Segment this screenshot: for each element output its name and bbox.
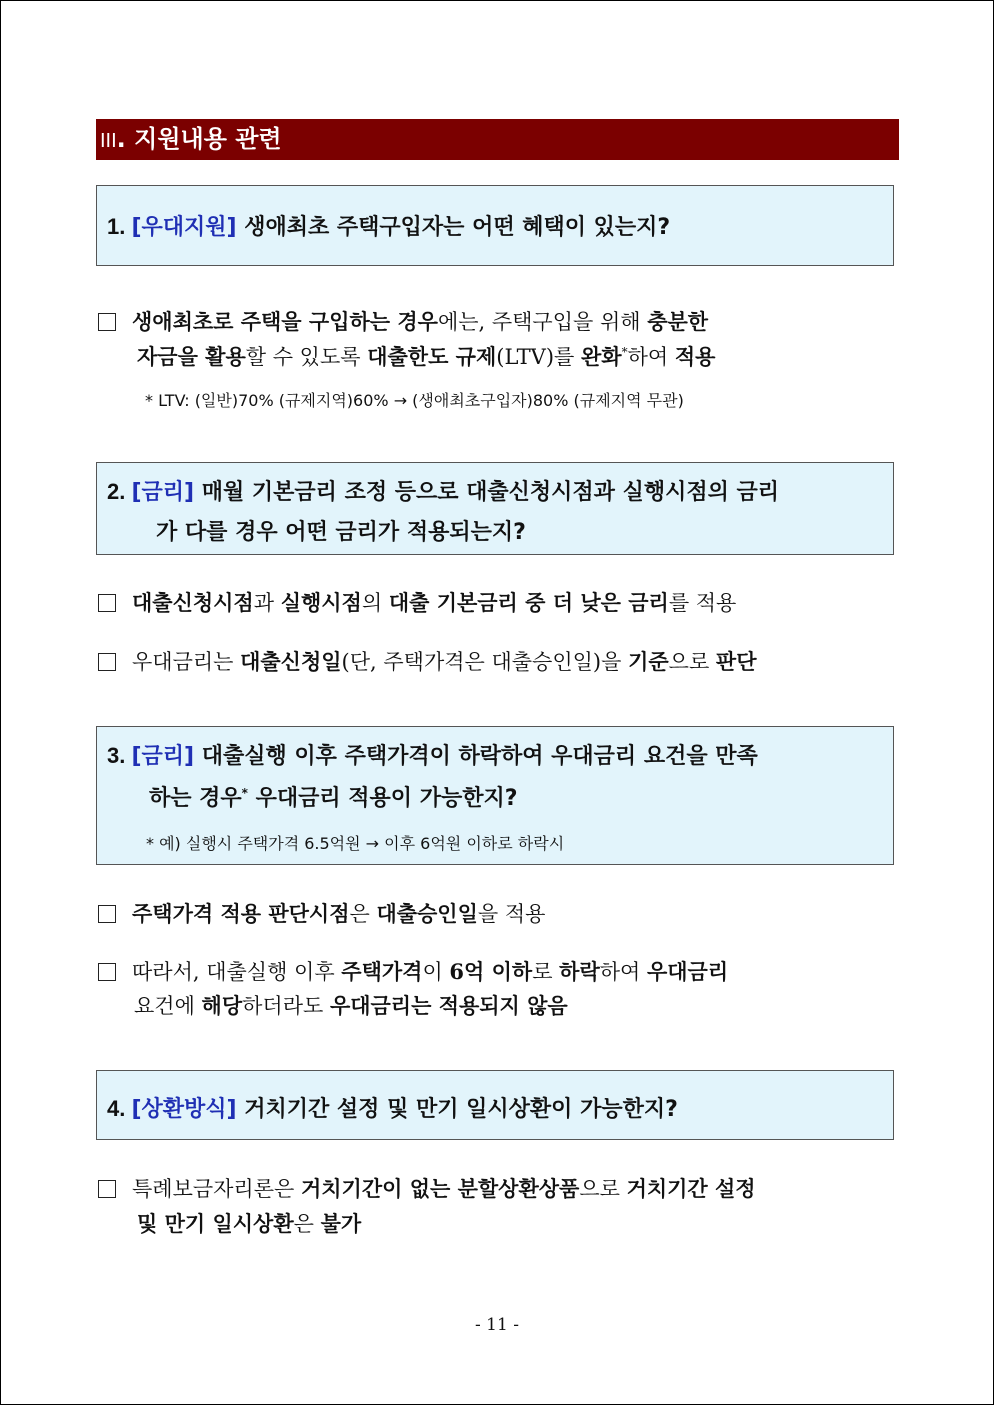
answer-3-text: 하여 (599, 960, 647, 984)
answer-3-item-2-line-2 (134, 990, 568, 1020)
checkbox-icon (98, 905, 116, 923)
question-2-text-line-2: 가 다를 경우 어떤 금리가 적용되는지? (156, 520, 526, 545)
answer-3-emphasis: 해당 (201, 993, 243, 1018)
answer-3-item-2-line-1 (98, 956, 728, 986)
question-box-3 (96, 726, 894, 865)
answer-3-text: 따라서, 대출실행 이후 (132, 960, 342, 984)
answer-1-emphasis: 충분한 (647, 309, 709, 334)
answer-2-emphasis: 대출신청시점 (132, 590, 254, 615)
answer-3-emphasis: 6억 이하 (449, 959, 533, 984)
answer-1-emphasis: 완화 (581, 344, 622, 369)
question-3-text-line-2 (149, 781, 517, 812)
question-2-text-line-1 (107, 475, 779, 506)
question-1-tag: [우대지원] (131, 215, 237, 240)
answer-3-text: 이 (422, 960, 450, 984)
question-4-text (107, 1092, 678, 1123)
question-1-number: 1. (107, 214, 132, 239)
answer-4-text: 특례보금자리론은 (132, 1177, 301, 1201)
answer-3-emphasis: 하락 (559, 959, 600, 984)
answer-3-item-1 (98, 898, 545, 928)
question-3-footnote: * 예) 실행시 주택가격 6.5억원 → 이후 6억원 이하로 하락시 (146, 834, 565, 853)
question-3-body: 대출실행 이후 주택가격이 하락하여 우대금리 요건을 만족 (194, 744, 758, 769)
answer-2-text: 를 적용 (668, 591, 737, 615)
answer-2-text: 과 (253, 591, 281, 615)
question-3-text-line-1 (107, 739, 758, 770)
answer-2-item-1 (98, 587, 736, 617)
answer-4-line-1 (98, 1173, 756, 1203)
section-roman-numeral: III (100, 130, 117, 152)
question-4-body: 거치기간 설정 및 만기 일시상환이 가능한지? (236, 1097, 678, 1122)
footnote-marker: * (621, 345, 628, 359)
answer-4-text: 으로 (579, 1177, 627, 1201)
answer-4-emphasis: 및 만기 일시상환 (137, 1211, 294, 1236)
answer-3-text: 을 적용 (477, 902, 546, 926)
answer-2-emphasis: 실행시점 (280, 590, 362, 615)
answer-3-emphasis: 주택가격 적용 판단시점 (132, 901, 350, 926)
answer-3-text: 하더라도 (242, 994, 330, 1018)
answer-1-emphasis: 자금을 활용 (137, 344, 246, 369)
section-title: . 지원내용 관련 (116, 125, 282, 153)
answer-2-text: 으로 (668, 650, 716, 674)
answer-1-emphasis: 생애최초로 주택을 구입하는 경우 (132, 309, 438, 334)
answer-3-emphasis: 주택가격 (341, 959, 423, 984)
question-1-body: 생애최초 주택구입자는 어떤 혜택이 있는지? (236, 215, 671, 240)
checkbox-icon (98, 963, 116, 981)
answer-4-emphasis: 거치기간이 없는 분할상환상품 (300, 1176, 580, 1201)
answer-3-emphasis: 우대금리는 적용되지 않음 (329, 993, 568, 1018)
question-box-1 (96, 185, 894, 266)
answer-2-emphasis: 판단 (715, 649, 757, 674)
question-2-body: 매월 기본금리 조정 등으로 대출신청시점과 실행시점의 금리 (194, 480, 780, 505)
answer-2-emphasis: 대출 기본금리 중 더 낮은 금리 (388, 590, 669, 615)
answer-1-line-2 (137, 341, 715, 371)
answer-1-text: 하여 (627, 345, 675, 369)
answer-3-text: 요건 (134, 994, 175, 1018)
section-header (96, 119, 899, 160)
answer-1-line-1 (98, 306, 708, 336)
question-2-number: 2. (107, 479, 132, 504)
answer-3-text: 로 (532, 960, 560, 984)
answer-1-text: 할 수 있도록 (245, 345, 368, 369)
answer-3-emphasis: 대출승인일 (376, 901, 478, 926)
question-1-text (107, 210, 670, 241)
answer-2-text: 의 (361, 591, 389, 615)
answer-4-emphasis: 불가 (320, 1211, 362, 1236)
answer-1-text: (LTV)를 (496, 345, 582, 369)
page-number: - 11 - (475, 1315, 519, 1335)
answer-2-text: 우대금리는 (132, 650, 241, 674)
question-box-4 (96, 1070, 894, 1140)
question-box-2 (96, 462, 894, 555)
question-4-number: 4. (107, 1096, 132, 1121)
question-2-tag: [금리] (131, 480, 195, 505)
checkbox-icon (98, 594, 116, 612)
answer-2-item-2 (98, 646, 756, 676)
question-4-tag: [상환방식] (131, 1097, 237, 1122)
answer-3-emphasis: 우대금리 (646, 959, 729, 984)
answer-4-line-2 (137, 1208, 361, 1238)
answer-4-text: 은 (293, 1212, 321, 1236)
answer-4-emphasis: 거치기간 설정 (626, 1176, 756, 1201)
checkbox-icon (98, 653, 116, 671)
answer-1-text: 에는, 주택구입을 위해 (437, 310, 648, 334)
answer-1-emphasis: 적용 (674, 344, 716, 369)
answer-1-footnote: * LTV: (일반)70% (규제지역)60% → (생애최초구입자)80% (규제지역 무관) (145, 391, 684, 410)
answer-3-text: 은 (349, 902, 377, 926)
checkbox-icon (98, 1180, 116, 1198)
question-3-tag: [금리] (131, 744, 195, 769)
answer-2-emphasis: 기준 (628, 649, 669, 674)
answer-2-text: (단, 주택가격은 대출승인일)을 (341, 650, 629, 674)
answer-3-text: 에 (174, 994, 202, 1018)
question-3-body: 하는 경우 (149, 786, 242, 811)
footnote-marker: * (241, 786, 248, 800)
question-3-body: 우대금리 적용이 가능한지? (247, 786, 518, 811)
answer-2-emphasis: 대출신청일 (240, 649, 342, 674)
answer-1-emphasis: 대출한도 규제 (367, 344, 497, 369)
checkbox-icon (98, 313, 116, 331)
question-3-number: 3. (107, 743, 132, 768)
